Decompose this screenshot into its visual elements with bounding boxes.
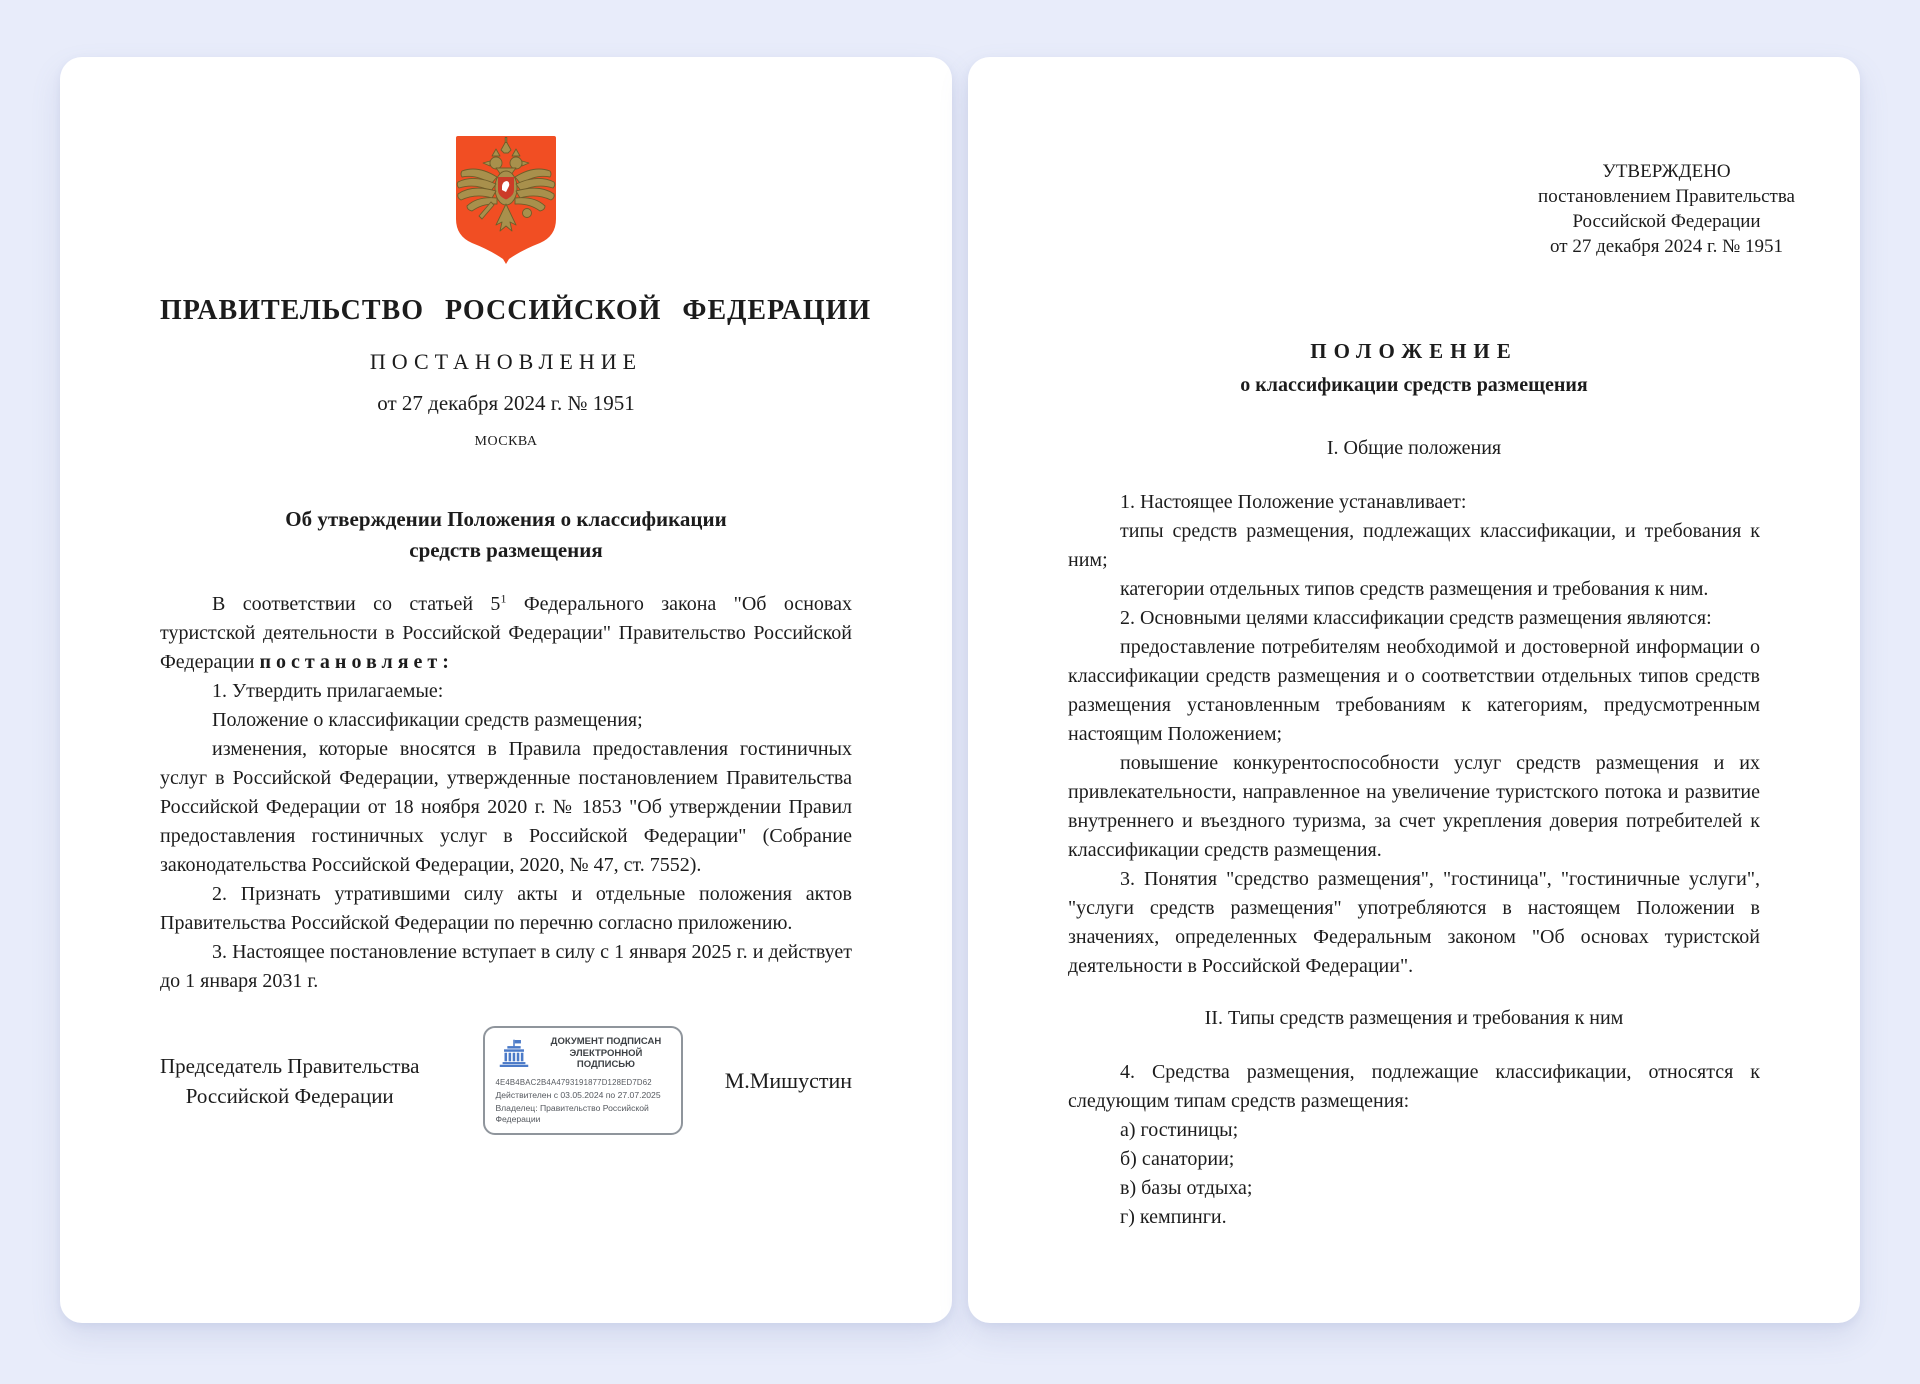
- paragraph: в) базы отдыха;: [1120, 1177, 1253, 1199]
- stamp-validity: Действителен с 03.05.2024 по 27.07.2025: [495, 1089, 661, 1100]
- paragraph: В соответствии со статьей $5^1$ Федерального закона "Об основах туристской деятельности в Российской Федерации" Правительство Российской Федерации постановляет:: [160, 591, 852, 673]
- decree-title-line2: средств размещения: [409, 538, 603, 562]
- paragraph: постановлением Правительства: [1538, 186, 1795, 207]
- stamp-certificate-number: 4E4B4BAC2B4A4793191877D128ED7D62: [495, 1077, 652, 1087]
- paragraph: категории отдельных типов средств размещения и требования к ним.: [1120, 578, 1709, 600]
- section-2-body: [1068, 1058, 1760, 1232]
- page-1: [60, 57, 952, 1323]
- signer-position-line2: Российской Федерации: [185, 1083, 394, 1108]
- decree-title: [160, 504, 852, 566]
- paragraph: предоставление потребителям необходимой и достоверной информации о классификации средств размещения и о соответствии отдельных типов средств размещения установленным требованиям к категориям, предусмотренным настоящим Положением;: [1068, 636, 1760, 745]
- paragraph: 4. Средства размещения, подлежащие классификации, относятся к следующим типам средств размещения:: [1068, 1061, 1760, 1112]
- city-label: МОСКВА: [474, 434, 538, 449]
- section-1-title: I. Общие положения: [1326, 437, 1502, 459]
- paragraph: а) гостиницы;: [1120, 1119, 1239, 1141]
- stamp-title: [540, 1036, 671, 1071]
- paragraph: изменения, которые вносятся в Правила предоставления гостиничных услуг в Российской Федерации, утвержденные постановлением Правительства Российской Федерации от 18 ноября 2020 г. № 1853 "Об утверждении Правил предоставления гостиничных услуг в Российской Федерации" (Собрание законодательства Российской Федерации, 2020, № 47, ст. 7552).: [160, 738, 852, 876]
- paragraph: 1. Настоящее Положение устанавливает:: [1120, 491, 1467, 513]
- russia-coat-of-arms-icon: [449, 133, 563, 265]
- government-title: ПРАВИТЕЛЬСТВО РОССИЙСКОЙ ФЕДЕРАЦИИ: [160, 295, 872, 326]
- stamp-owner: Владелец: Правительство Российской Федерации: [495, 1103, 649, 1124]
- document-type-label: ПОСТАНОВЛЕНИЕ: [369, 349, 643, 374]
- stamp-title-line1: ДОКУМЕНТ ПОДПИСАН: [550, 1036, 662, 1047]
- paragraph: б) санатории;: [1120, 1148, 1235, 1170]
- paragraph: Российской Федерации: [1572, 211, 1761, 232]
- paragraph: типы средств размещения, подлежащих классификации, и требования к ним;: [1068, 520, 1760, 571]
- digital-signature-stamp: [483, 1026, 683, 1135]
- paragraph: 3. Понятия "средство размещения", "гостиница", "гостиничные услуги", "услуги средств размещения" употребляются в настоящем Положении в значениях, определенных Федеральным законом "Об основах туристской деятельности в Российской Федерации".: [1068, 868, 1760, 977]
- government-building-icon: [495, 1039, 533, 1068]
- paragraph: от 27 декабря 2024 г. № 1951: [1550, 236, 1783, 257]
- signer-position: [160, 1051, 419, 1111]
- paragraph: УТВЕРЖДЕНО: [1602, 161, 1731, 182]
- paragraph: 1. Утвердить прилагаемые:: [212, 680, 444, 702]
- signer-position-line1: Председатель Правительства: [160, 1053, 420, 1078]
- regulation-heading: ПОЛОЖЕНИЕ: [1310, 339, 1518, 363]
- section-2-title: II. Типы средств размещения и требования к ним: [1204, 1007, 1624, 1029]
- paragraph: 2. Признать утратившими силу акты и отдельные положения актов Правительства Российской Федерации по перечню согласно приложению.: [160, 883, 852, 934]
- approval-block: [1538, 159, 1795, 259]
- signature-name: М.Мишустин: [724, 1067, 852, 1093]
- paragraph: 2. Основными целями классификации средств размещения являются:: [1120, 607, 1712, 629]
- stamp-header: [495, 1036, 671, 1071]
- decree-date-number: от 27 декабря 2024 г. № 1951: [377, 391, 635, 415]
- paragraph: г) кемпинги.: [1120, 1206, 1227, 1228]
- section-1-body: [1068, 488, 1760, 981]
- paragraph: Положение о классификации средств размещения;: [212, 709, 643, 731]
- page-2: [968, 57, 1860, 1323]
- regulation-subheading: о классификации средств размещения: [1240, 374, 1588, 396]
- signature-block: [160, 1026, 852, 1135]
- stamp-title-line2: ЭЛЕКТРОННОЙ ПОДПИСЬЮ: [569, 1047, 643, 1070]
- paragraph: повышение конкурентоспособности услуг средств размещения и их привлекательности, направленное на увеличение туристского потока и развитие внутреннего и въездного туризма, за счет укрепления доверия потребителей к классификации средств размещения.: [1068, 752, 1760, 861]
- paragraph: 3. Настоящее постановление вступает в силу с 1 января 2025 г. и действует до 1 января 2031 г.: [160, 941, 852, 992]
- decree-title-line1: Об утверждении Положения о классификации: [285, 507, 727, 531]
- decree-body: [160, 590, 852, 996]
